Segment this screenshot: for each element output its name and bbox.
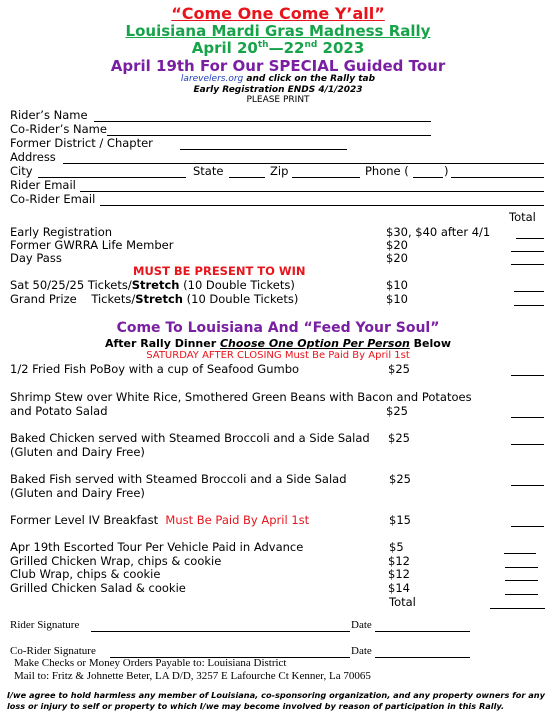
guided-tour-heading: April 19th For Our SPECIAL Guided Tour	[110, 57, 446, 75]
website-link[interactable]: larevelers.org	[180, 74, 244, 84]
tour-item-1-price: $5	[389, 540, 404, 554]
fee-price-day-pass: $20	[386, 251, 408, 265]
dinner-option-4-price: $25	[389, 472, 411, 486]
ticket-grand-prize-a: Grand Prize Tickets/	[10, 292, 136, 306]
zip-field[interactable]	[292, 177, 360, 178]
dinner-option-2-label: Shrimp Stew over White Rice, Smothered Green Beans with Bacon and Potatoes	[10, 390, 472, 404]
dinner-option-1-label: 1/2 Fried Fish PoBoy with a cup of Seafood Gumbo	[10, 362, 300, 376]
dinner-option-3-label: Baked Chicken served with Steamed Broccoli and a Side Salad	[10, 431, 370, 445]
dinner-option-2-price: $25	[386, 404, 408, 418]
dates-part-3: 2023	[317, 39, 365, 57]
please-print: PLEASE PRINT	[246, 95, 310, 105]
tour-item-3-total[interactable]	[505, 580, 538, 581]
former-district-label: Former District / Chapter	[10, 136, 153, 150]
tour-item-1-total[interactable]	[504, 553, 536, 554]
ticket-total-50-25-25[interactable]	[514, 291, 544, 292]
dinner-heading: Come To Louisiana And “Feed Your Soul”	[116, 320, 440, 336]
phone-label: Phone (	[365, 164, 409, 178]
fee-price-early-registration: $30, $40 after 4/1	[386, 225, 491, 239]
mail-to-note: Mail to: Fritz & Johnette Beter, LA D/D, 3257 E Lafourche Ct Kenner, La 70065	[14, 670, 371, 682]
dates-part-2: —22	[268, 39, 305, 57]
ticket-total-grand-prize[interactable]	[514, 305, 544, 306]
tour-total-field[interactable]	[490, 608, 545, 609]
tour-item-2-label: Grilled Chicken Wrap, chips & cookie	[10, 554, 222, 568]
disclaimer: I/we agree to hold harmless any member of Louisiana, co-sponsoring organization, and any property owners for any loss or injury to self or property to which I/we may become involved by reason of participation in this Rally.	[7, 690, 545, 711]
tour-item-2-price: $12	[388, 554, 410, 568]
tour-total-label: Total	[389, 595, 416, 609]
tour-item-4-total[interactable]	[505, 594, 538, 595]
breakfast-total[interactable]	[511, 526, 544, 527]
riders-name-field[interactable]	[94, 121, 431, 122]
dinner-sub-a: After Rally Dinner	[104, 337, 220, 350]
dinner-option-4-label: Baked Fish served with Steamed Broccoli and a Side Salad	[10, 472, 347, 486]
tour-item-2-total[interactable]	[505, 567, 538, 568]
address-label: Address	[10, 150, 56, 164]
payable-note: Make Checks or Money Orders Payable to: Louisiana District	[14, 657, 287, 669]
dates-part-1: April 20	[191, 39, 258, 57]
ticket-grand-prize-c: (10 Double Tickets)	[182, 292, 299, 306]
co-rider-signature-label: Co-Rider Signature	[10, 645, 96, 657]
fee-label-early-registration: Early Registration	[10, 225, 113, 239]
ticket-label-grand-prize	[10, 292, 298, 306]
city-label: City	[10, 164, 33, 178]
early-registration-ends: Early Registration ENDS 4/1/2023	[193, 85, 363, 95]
dinner-sub-c: Below	[409, 337, 452, 350]
dinner-sub-b: Choose One Option Per Person	[219, 337, 410, 350]
rider-email-label: Rider Email	[10, 178, 76, 192]
dinner-subheading	[0, 337, 556, 350]
fee-label-day-pass: Day Pass	[10, 251, 62, 265]
ticket-50-25-25-c: (10 Double Tickets)	[179, 278, 295, 292]
ticket-price-50-25-25: $10	[386, 278, 408, 292]
saturday-note: SATURDAY AFTER CLOSING Must Be Paid By April 1st	[146, 350, 410, 361]
state-field[interactable]	[229, 177, 265, 178]
header-line-1: “Come One Come Y’all”	[171, 4, 385, 23]
tour-item-4-price: $14	[388, 581, 410, 595]
dates-sup-2: nd	[304, 40, 318, 50]
website-rest: and click on the Rally tab	[243, 74, 376, 84]
rider-signature-field[interactable]	[91, 631, 350, 632]
co-riders-name-field[interactable]	[107, 135, 431, 136]
rider-email-field[interactable]	[80, 191, 544, 192]
rider-date-label: Date	[351, 619, 372, 631]
dinner-option-1-price: $25	[388, 362, 410, 376]
rally-dates	[0, 39, 556, 57]
tour-item-3-price: $12	[388, 567, 410, 581]
address-field[interactable]	[63, 163, 544, 164]
website-line	[0, 74, 556, 84]
rider-signature-label: Rider Signature	[10, 619, 80, 631]
zip-label: Zip	[270, 164, 289, 178]
dinner-option-2-total[interactable]	[511, 417, 544, 418]
co-rider-email-label: Co-Rider Email	[10, 192, 96, 206]
ticket-label-50-25-25	[10, 278, 295, 292]
total-header: Total	[509, 210, 536, 224]
phone-number-field[interactable]	[451, 177, 544, 178]
dinner-option-3-label-line2: (Gluten and Dairy Free)	[10, 445, 145, 459]
rally-title: Louisiana Mardi Gras Madness Rally	[125, 22, 431, 40]
breakfast-label-text: Former Level IV Breakfast	[10, 513, 159, 527]
dates-sup-1: th	[257, 40, 269, 50]
phone-area-field[interactable]	[413, 177, 443, 178]
must-be-present: MUST BE PRESENT TO WIN	[133, 264, 306, 278]
dinner-option-2-label-line2: and Potato Salad	[10, 404, 108, 418]
fee-total-day-pass[interactable]	[511, 264, 544, 265]
tour-item-3-label: Club Wrap, chips & cookie	[10, 567, 161, 581]
tour-item-4-label: Grilled Chicken Salad & cookie	[10, 581, 186, 595]
breakfast-note: Must Be Paid By April 1st	[165, 513, 310, 527]
co-riders-name-label: Co-Rider’s Name	[10, 122, 107, 136]
dinner-option-1-total[interactable]	[511, 375, 544, 376]
fee-total-life-member[interactable]	[511, 251, 544, 252]
dinner-option-3-total[interactable]	[511, 444, 544, 445]
former-district-field[interactable]	[180, 149, 347, 150]
tour-item-1-label: Apr 19th Escorted Tour Per Vehicle Paid in Advance	[10, 540, 304, 554]
ticket-50-25-25-b: Stretch	[131, 278, 180, 292]
riders-name-label: Rider’s Name	[10, 108, 88, 122]
dinner-option-3-price: $25	[388, 431, 410, 445]
dinner-option-4-label-line2: (Gluten and Dairy Free)	[10, 486, 145, 500]
state-label: State	[193, 164, 224, 178]
fee-total-early-registration[interactable]	[516, 238, 544, 239]
breakfast-price: $15	[389, 513, 411, 527]
rider-date-field[interactable]	[375, 631, 470, 632]
co-rider-date-field[interactable]	[375, 657, 470, 658]
ticket-price-grand-prize: $10	[386, 292, 408, 306]
ticket-50-25-25-a: Sat 50/25/25 Tickets/	[10, 278, 132, 292]
co-rider-email-field[interactable]	[100, 205, 544, 206]
phone-close: )	[444, 164, 449, 178]
ticket-grand-prize-b: Stretch	[135, 292, 183, 306]
breakfast-label	[10, 513, 309, 527]
dinner-option-4-total[interactable]	[511, 485, 544, 486]
fee-price-life-member: $20	[386, 238, 408, 252]
co-rider-date-label: Date	[351, 645, 372, 657]
fee-label-life-member: Former GWRRA Life Member	[10, 238, 174, 252]
